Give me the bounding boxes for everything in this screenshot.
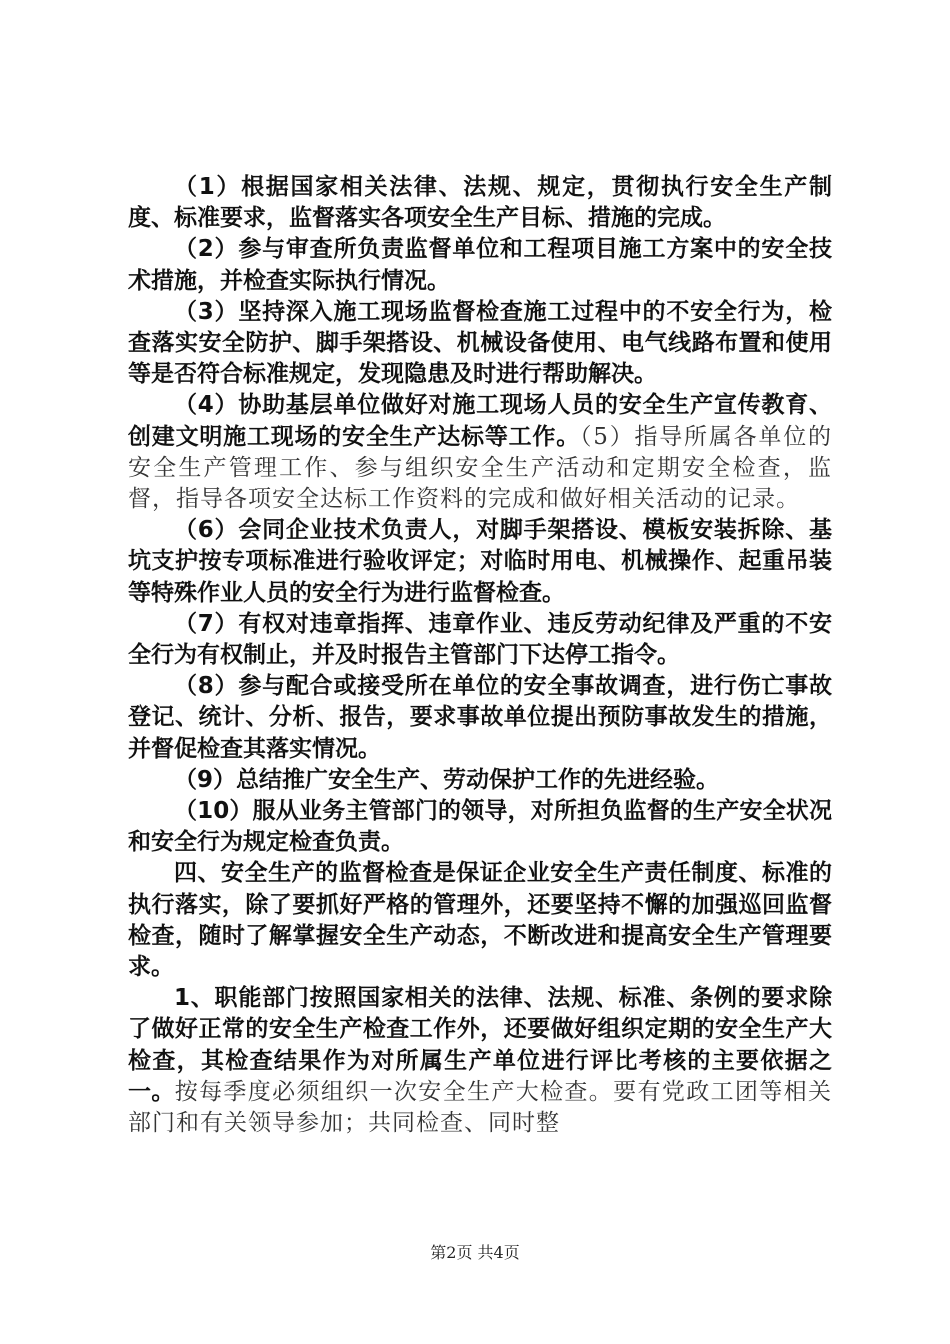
paragraph-10-text: （10）服从业务主管部门的领导，对所担负监督的生产安全状况和安全行为规定检查负责。	[128, 798, 832, 856]
paragraph-4-tail: （5）指导所属各单位的安全生产管理工作、参与组织安全生产活动和定期安全检查，监督，指导各项安全达标工作资料的完成和做好相关活动的记录。	[128, 423, 833, 513]
paragraph-8	[128, 671, 832, 765]
paragraph-1	[128, 172, 832, 234]
paragraph-item-one-text: 1、职能部门按照国家相关的法律、法规、标准、条例的要求除了做好正常的安全生产检查工作外，还要做好组织定期的安全生产大检查，其检查结果作为对所属生产单位进行评比考核的主要依据之一。	[128, 985, 832, 1105]
paragraph-6-text: （6）会同企业技术负责人，对脚手架搭设、模板安装拆除、基坑支护按专项标准进行验收评定；对临时用电、机械操作、起重吊装等特殊作业人员的安全行为进行监督检查。	[128, 517, 832, 606]
paragraph-section-four	[128, 858, 832, 983]
document-body	[128, 172, 832, 1139]
paragraph-3-text: （3）坚持深入施工现场监督检查施工过程中的不安全行为，检查落实安全防护、脚手架搭设、机械设备使用、电气线路布置和使用等是否符合标准规定，发现隐患及时进行帮助解决。	[128, 298, 832, 388]
paragraph-7	[128, 609, 832, 671]
paragraph-8-text: （8）参与配合或接受所在单位的安全事故调查，进行伤亡事故登记、统计、分析、报告，要求事故单位提出预防事故发生的措施，并督促检查其落实情况。	[128, 673, 832, 762]
paragraph-4-text: （4）协助基层单位做好对施工现场人员的安全生产宣传教育、创建文明施工现场的安全生产达标等工作。	[128, 392, 832, 450]
paragraph-section-four-text: 四、安全生产的监督检查是保证企业安全生产责任制度、标准的执行落实，除了要抓好严格的管理外，还要坚持不懈的加强巡回监督检查，随时了解掌握安全生产动态，不断改进和提高安全生产管理要求。	[128, 860, 832, 981]
paragraph-2	[128, 234, 832, 296]
paragraph-1-text: （1）根据国家相关法律、法规、规定，贯彻执行安全生产制度、标准要求，监督落实各项安全生产目标、措施的完成。	[128, 174, 832, 232]
paragraph-10	[128, 796, 832, 858]
paragraph-9-text: （9）总结推广安全生产、劳动保护工作的先进经验。	[174, 766, 720, 793]
paragraph-9	[128, 765, 832, 796]
paragraph-4	[128, 390, 832, 515]
paragraph-7-text: （7）有权对违章指挥、违章作业、违反劳动纪律及严重的不安全行为有权制止，并及时报告主管部门下达停工指令。	[128, 610, 832, 669]
paragraph-3	[128, 297, 832, 391]
paragraph-2-text: （2）参与审查所负责监督单位和工程项目施工方案中的安全技术措施，并检查实际执行情况。	[128, 236, 832, 294]
paragraph-6	[128, 515, 832, 609]
paragraph-item-one	[128, 983, 832, 1139]
page-footer: 第2页 共4页	[430, 1243, 520, 1262]
paragraph-item-one-tail: 按每季度必须组织一次安全生产大检查。要有党政工团等相关部门和有关领导参加；共同检查、同时整	[128, 1078, 833, 1137]
